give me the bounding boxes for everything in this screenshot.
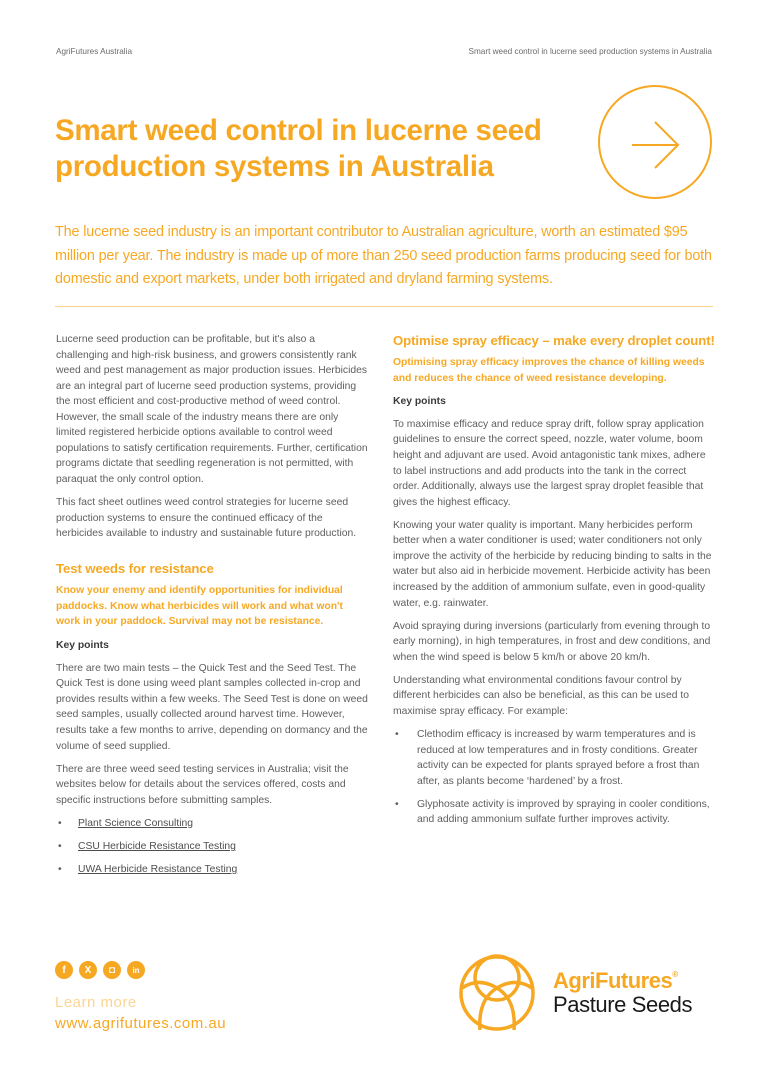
website-link[interactable]: www.agrifutures.com.au	[55, 1015, 227, 1032]
logo-line1: AgriFutures	[553, 968, 673, 993]
body-paragraph: This fact sheet outlines weed control strategies for lucerne seed production systems to ensure the continued efficacy of the herbicides available to industry and sustainable future production.	[56, 497, 357, 540]
example-bullets	[393, 727, 715, 828]
divider	[55, 306, 713, 307]
instagram-icon[interactable]: ◘	[103, 961, 121, 979]
section-heading-test-weeds: Test weeds for resistance	[56, 561, 214, 577]
left-column	[56, 332, 368, 885]
body-paragraph: Avoid spraying during inversions (particularly from evening through to early morning), in high temperatures, in frost and dew conditions, and when the wind speed is below 5 km/h or above 20 km/h.	[393, 620, 711, 663]
section-lead: Know your enemy and identify opportunities for individual paddocks. Know what herbicides will work and what won't work in your paddock. Survival may not be resistance.	[56, 585, 343, 628]
social-links	[55, 961, 145, 979]
body-paragraph: There are two main tests – the Quick Test and the Seed Test. The Quick Test is done using weed plant samples collected in-crop and provides results within a few weeks. The Seed Test is done on weed seed samples, usually collected around harvest time. However, results take a few months to arrive, depending on dormancy and the volume of seed supplied.	[56, 662, 368, 752]
key-points-label: Key points	[56, 639, 109, 651]
logo-text-agrifutures	[553, 968, 678, 994]
linkedin-icon[interactable]: in	[127, 961, 145, 979]
running-header-right: Smart weed control in lucerne seed production systems in Australia	[468, 47, 712, 56]
section-heading-spray-efficacy: Optimise spray efficacy – make every droplet count!	[393, 333, 715, 348]
body-paragraph: Lucerne seed production can be profitable, but it's also a challenging and high-risk business, and growers consistently rank weed and pest management as major production issues. Herbicides are an integral part of lucerne seed production systems, providing the most efficient and cost-productive method of weed control. However, the small scale of the industry means there are only limited registered herbicide options available to control weed populations to satisfy certification requirements. Further, certification programs dictate that seedling regeneration is not permitted, with paraquat the only control option.	[56, 334, 368, 485]
x-icon[interactable]: X	[79, 961, 97, 979]
list-item: • Glyphosate activity is improved by spraying in cooler conditions, and adding ammonium sulfate further improves activity.	[393, 797, 715, 828]
pasture-seeds-logo-icon	[458, 950, 536, 1032]
arrow-right-icon	[597, 84, 713, 200]
page-title: Smart weed control in lucerne seed production systems in Australia	[55, 114, 542, 183]
facebook-icon[interactable]: f	[55, 961, 73, 979]
list-item: • Clethodim efficacy is increased by warm temperatures and is reduced at low temperatures and in frosty conditions. Greater activity can be expected for plants sprayed before a frost than after, as plants become ‘hardened’ by a frost.	[393, 727, 715, 789]
registered-mark: ®	[672, 970, 678, 979]
body-paragraph: There are three weed seed testing services in Australia; visit the websites below for details about the services offered, costs and specific instructions before submitting samples.	[56, 763, 349, 806]
list-item	[56, 862, 368, 878]
body-paragraph: Understanding what environmental conditions favour control by different herbicides can also be beneficial, as this can be used to maximise spray efficacy. For example:	[393, 674, 689, 717]
link-csu-herbicide-resistance-testing[interactable]: CSU Herbicide Resistance Testing	[78, 841, 236, 853]
body-paragraph: To maximise efficacy and reduce spray drift, follow spray application guidelines to ensure the correct speed, nozzle, water volume, boom height and adjuvant are used. Avoid antagonistic tank mixes, adhere to label instructions and add products into the tank in the correct order. Additionally, always use the largest spray droplet feasible that gives the highest efficacy.	[393, 418, 706, 508]
list-item	[56, 816, 368, 832]
right-column	[393, 332, 715, 836]
intro-paragraph: The lucerne seed industry is an important contributor to Australian agriculture, worth an estimated $95 million per year. The industry is made up of more than 250 seed production farms producing seed for both domestic and export markets, under both irrigated and dryland farming systems.	[55, 224, 712, 287]
running-header-left: AgriFutures Australia	[56, 47, 132, 56]
section-lead: Optimising spray efficacy improves the chance of killing weeds and reduces the chance of weed resistance developing.	[393, 357, 705, 384]
link-plant-science-consulting[interactable]: Plant Science Consulting	[78, 817, 193, 829]
learn-more-label: Learn more	[55, 994, 137, 1011]
link-uwa-herbicide-resistance-testing[interactable]: UWA Herbicide Resistance Testing	[78, 864, 238, 876]
list-item	[56, 839, 368, 855]
logo-text-pasture-seeds: Pasture Seeds	[553, 992, 693, 1017]
key-points-label: Key points	[393, 395, 446, 407]
body-paragraph: Knowing your water quality is important. Many herbicides perform better when a water conditioner is used; water conditioners not only improve the activity of the herbicide by reducing binding to salts in the water but also aid in herbicide movement. Herbicide activity has been increased by the addition of ammonium sulfate, even in good-quality water, e.g. rainwater.	[393, 519, 712, 609]
testing-services-list	[56, 816, 368, 878]
